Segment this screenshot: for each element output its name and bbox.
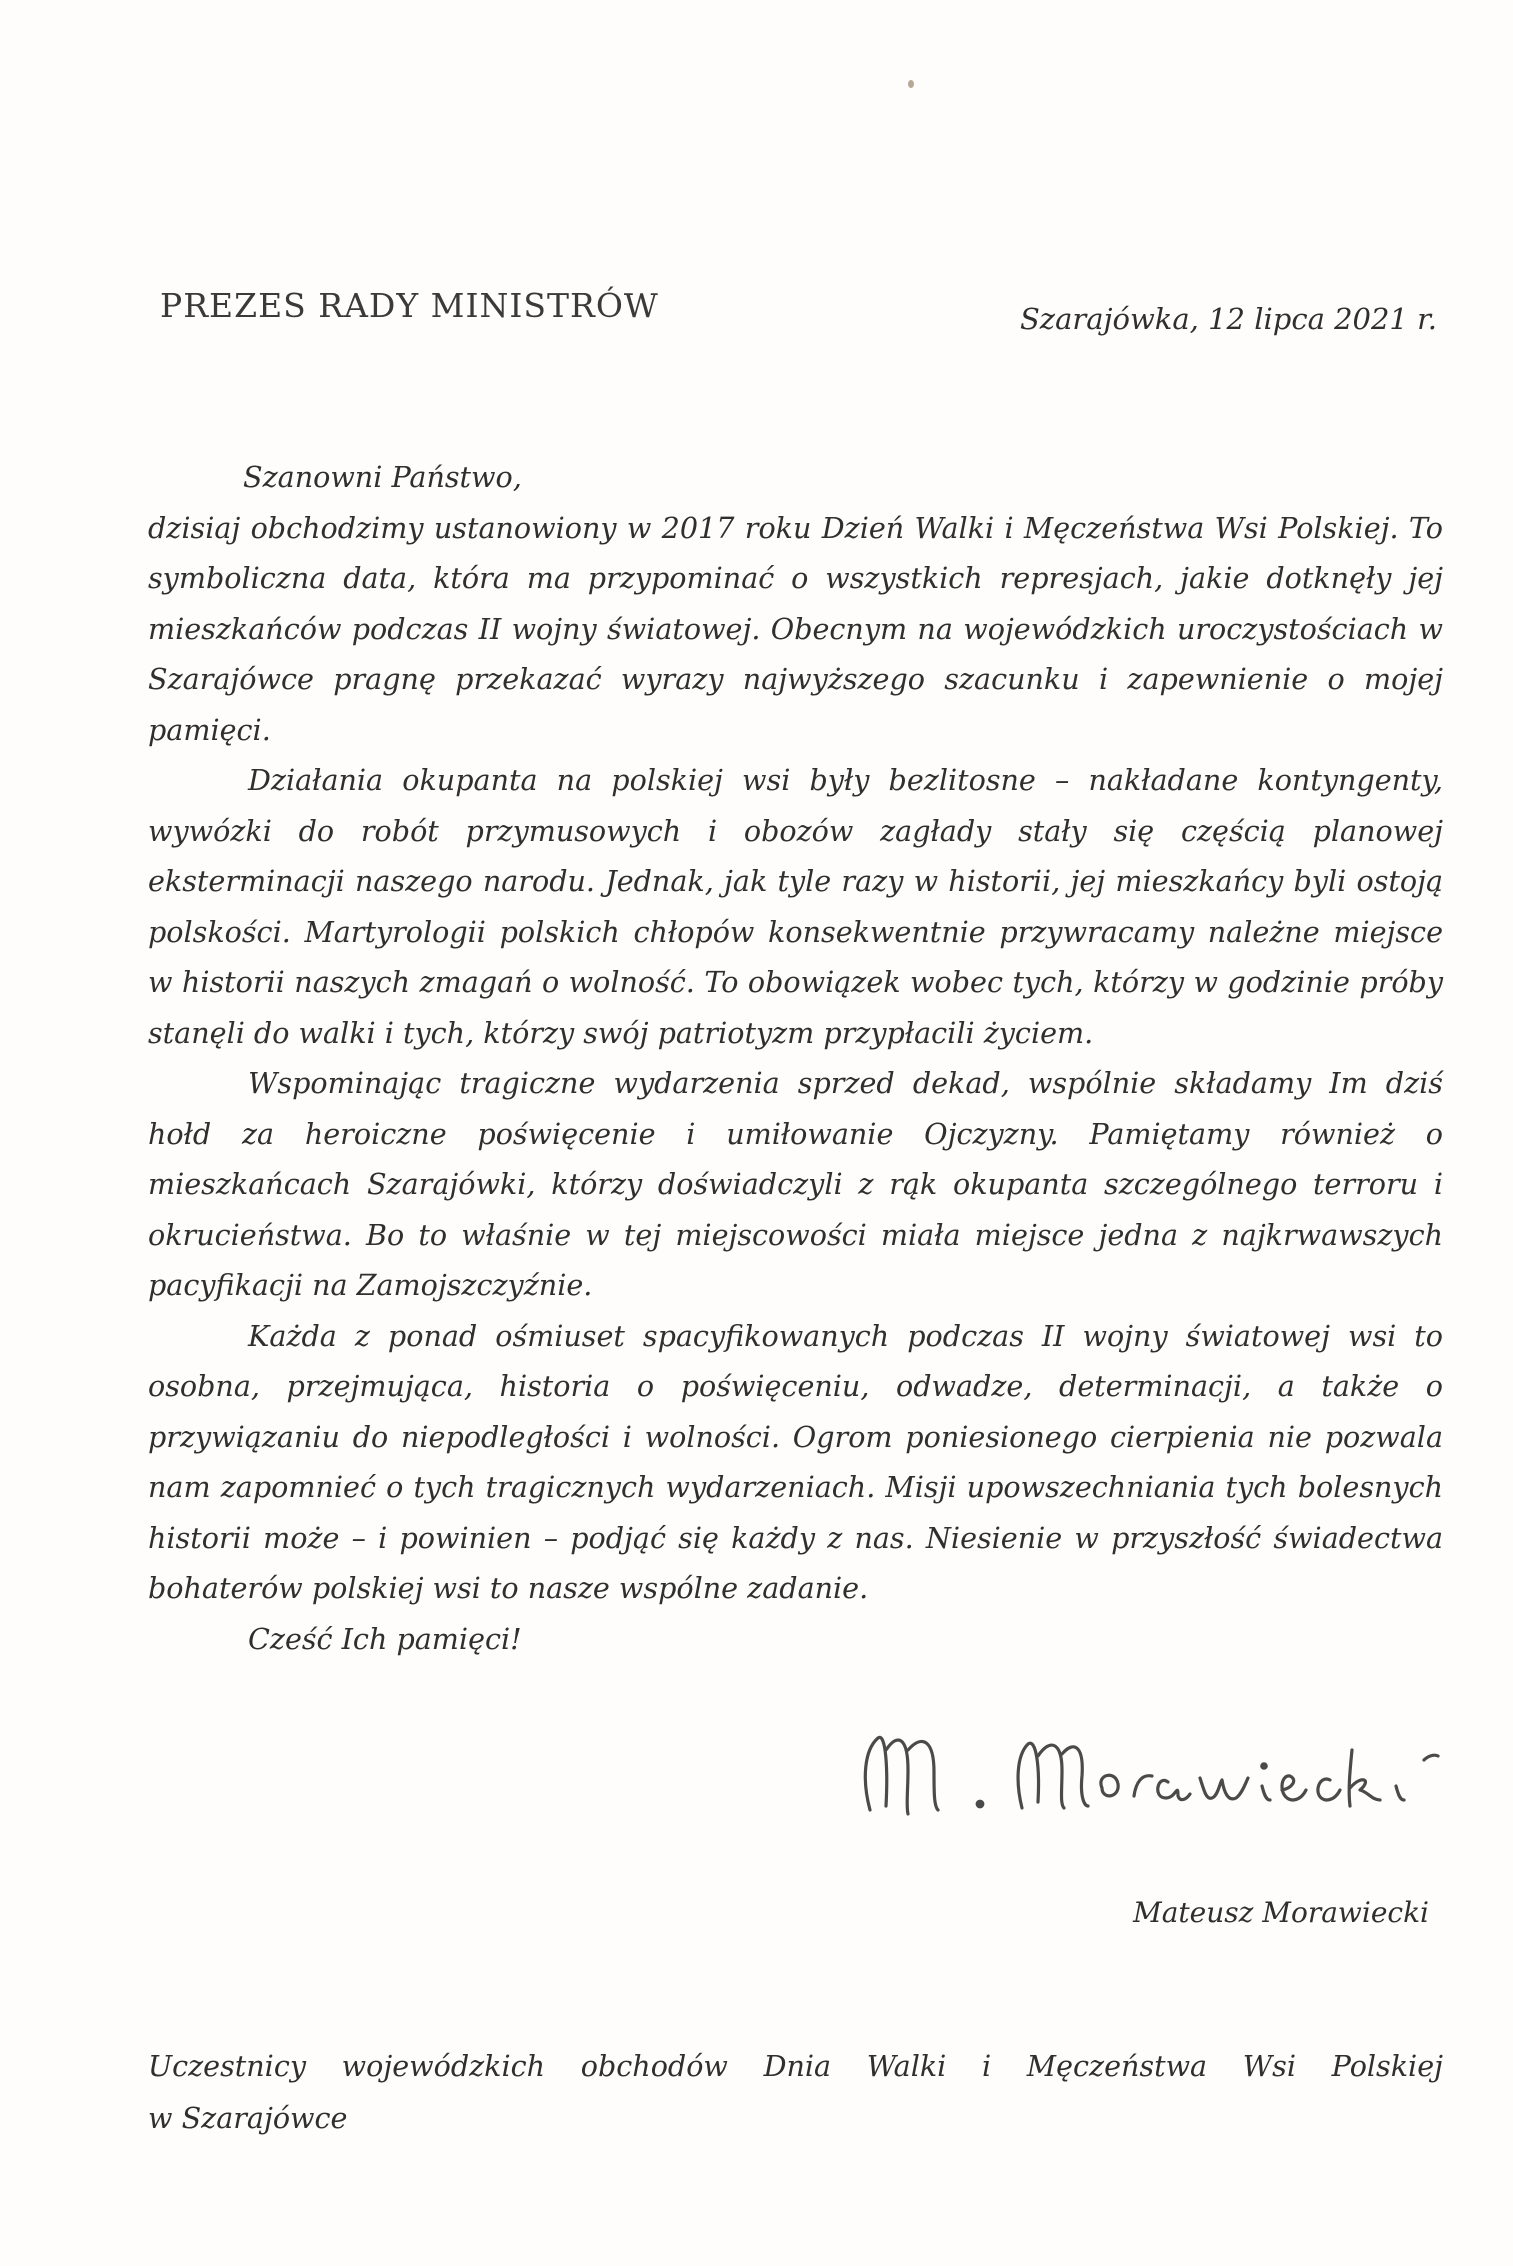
recipient-line-2: w Szarajówce	[148, 2101, 348, 2135]
paper-speck	[908, 80, 914, 88]
paragraph-3: Wspominając tragiczne wydarzenia sprzed dekad, wspólnie składamy Im dziś hołd za heroiczne poświęcenie i umiłowanie Ojczyzny. Pamiętamy również o mieszkańcach Szarajówki, którzy doświadczyli z rąk okupanta szczególnego terroru i okrucieństwa. Bo to właśnie w tej miejscowości miała miejsce jedna z najkrwawszych pacyfikacji na Zamojszczyźnie.	[148, 1066, 1443, 1302]
paragraph-4: Każda z ponad ośmiuset spacyfikowanych podczas II wojny światowej wsi to osobna, przejmująca, historia o poświęceniu, odwadze, determinacji, a także o przywiązaniu do niepodległości i wolności. Ogrom poniesionego cierpienia nie pozwala nam zapomnieć o tych tragicznych wydarzeniach. Misji upowszechniania tych bolesnych historii może – i powinien – podjąć się każdy z nas. Niesienie w przyszłość świadectwa bohaterów polskiej wsi to nasze wspólne zadanie.	[148, 1318, 1443, 1605]
letter-body	[148, 452, 1443, 1664]
paragraph-1: dzisiaj obchodzimy ustanowiony w 2017 roku Dzień Walki i Męczeństwa Wsi Polskiej. To symboliczna data, która ma przypominać o wszystkich represjach, jakie dotknęły jej mieszkańców podczas II wojny światowej. Obecnym na wojewódzkich uroczystościach w Szarajówce pragnę przekazać wyrazy najwyższego szacunku i zapewnienie o mojej pamięci.	[148, 510, 1443, 747]
handwritten-signature	[852, 1710, 1492, 1840]
recipient-line-1: Uczestnicy wojewódzkich obchodów Dnia Walki i Męczeństwa Wsi Polskiej	[148, 2049, 1443, 2083]
office-heading: PREZES RADY MINISTRÓW	[160, 286, 659, 325]
place-date: Szarajówka, 12 lipca 2021 r.	[1019, 302, 1437, 336]
signer-name: Mateusz Morawiecki	[1133, 1896, 1429, 1929]
recipient-block	[148, 2040, 1443, 2144]
salutation: Szanowni Państwo,	[243, 460, 522, 494]
closing-line: Cześć Ich pamięci!	[248, 1621, 522, 1656]
paragraph-2: Działania okupanta na polskiej wsi były bezlitosne – nakładane kontyngenty, wywózki do robót przymusowych i obozów zagłady stały się częścią planowej eksterminacji naszego narodu. Jednak, jak tyle razy w historii, jej mieszkańcy byli ostoją polskości. Martyrologii polskich chłopów konsekwentnie przywracamy należne miejsce w historii naszych zmagań o wolność. To obowiązek wobec tych, którzy w godzinie próby stanęli do walki i tych, którzy swój patriotyzm przypłacili życiem.	[148, 763, 1443, 1050]
